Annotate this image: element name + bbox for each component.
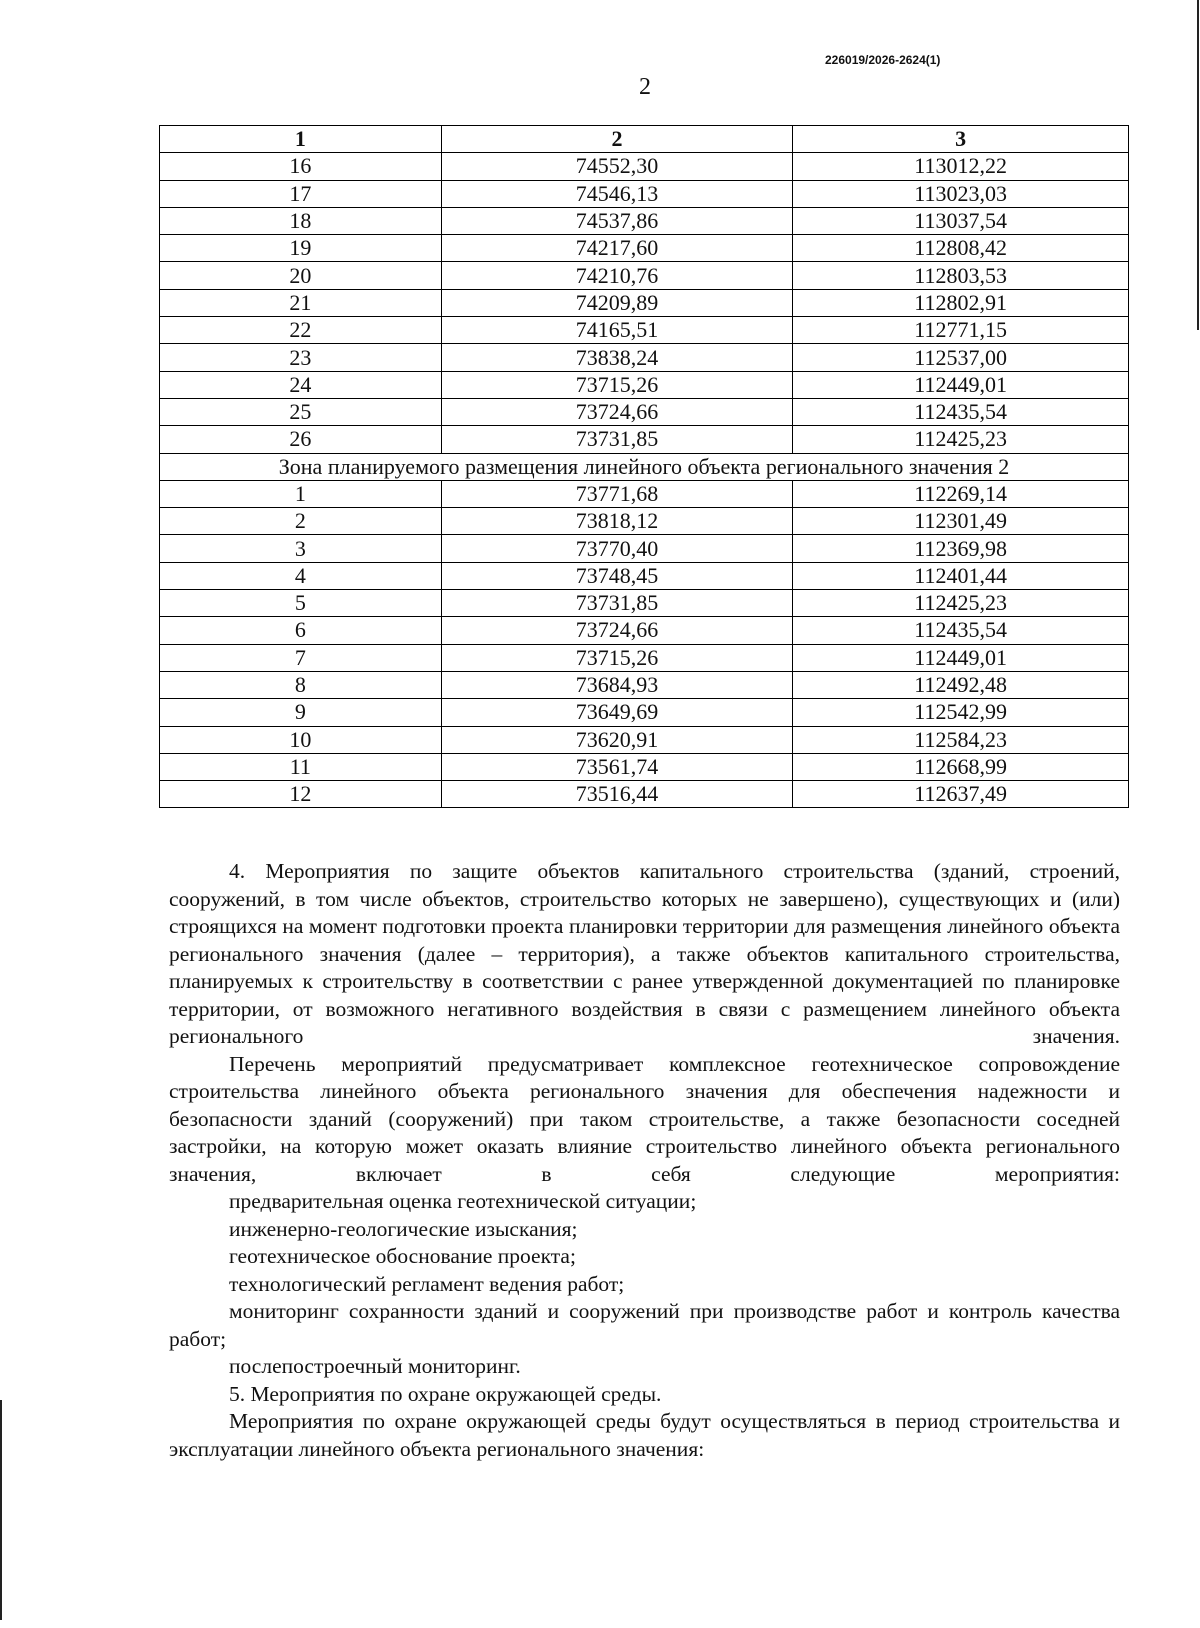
table-cell: 9 (160, 699, 442, 726)
table-cell: 73770,40 (441, 535, 793, 562)
table-row (160, 207, 1129, 234)
table-cell: 73731,85 (441, 426, 793, 453)
table-cell: 73715,26 (441, 371, 793, 398)
table-cell: 74209,89 (441, 289, 793, 316)
body-text (169, 858, 1120, 1463)
table-cell: 11 (160, 753, 442, 780)
table-cell: 112637,49 (793, 781, 1129, 808)
scan-edge-mark (1197, 0, 1199, 330)
table-cell: 112425,23 (793, 426, 1129, 453)
table-cell: 6 (160, 617, 442, 644)
header-cell: 1 (160, 126, 442, 153)
table-cell: 112802,91 (793, 289, 1129, 316)
table-cell: 74546,13 (441, 180, 793, 207)
table-header-row (160, 126, 1129, 153)
table-row (160, 753, 1129, 780)
table-cell: 73818,12 (441, 508, 793, 535)
table-cell: 73771,68 (441, 480, 793, 507)
table-cell: 22 (160, 317, 442, 344)
zone2-rows (160, 480, 1129, 808)
table-row (160, 426, 1129, 453)
table-row (160, 398, 1129, 425)
table-cell: 74552,30 (441, 153, 793, 180)
table-cell: 112449,01 (793, 371, 1129, 398)
table-cell: 112542,99 (793, 699, 1129, 726)
table-cell: 113012,22 (793, 153, 1129, 180)
list-item-monitoring: мониторинг сохранности зданий и сооружений при производстве работ и контроль качества работ; (169, 1299, 1120, 1351)
table-cell: 112369,98 (793, 535, 1129, 562)
list-item-post: послепостроечный мониторинг. (229, 1354, 521, 1378)
table-cell: 73724,66 (441, 617, 793, 644)
table-cell: 19 (160, 235, 442, 262)
table-cell: 112435,54 (793, 617, 1129, 644)
table-cell: 24 (160, 371, 442, 398)
table-cell: 73838,24 (441, 344, 793, 371)
table-cell: 112803,53 (793, 262, 1129, 289)
table-cell: 73649,69 (441, 699, 793, 726)
table-cell: 4 (160, 562, 442, 589)
paragraph-5: Мероприятия по охране окружающей среды будут осуществляться в период строительства и эксплуатации линейного объекта регионального значения: (169, 1409, 1120, 1461)
table-row (160, 289, 1129, 316)
table-row (160, 644, 1129, 671)
table-row (160, 371, 1129, 398)
page-number: 2 (639, 74, 651, 100)
section-5-title: 5. Мероприятия по охране окружающей среды. (229, 1381, 662, 1406)
list-item: геотехническое обоснование проекта; (229, 1244, 576, 1268)
table-cell: 73724,66 (441, 398, 793, 425)
table-row (160, 508, 1129, 535)
table-cell: 5 (160, 590, 442, 617)
paragraph-4: 4. Мероприятия по защите объектов капитального строительства (зданий, строений, сооружений, в том числе объектов, строительство которых не завершено), существующих и (или) строящихся на момент подготовки проекта планировки территории для размещения линейного объекта регионального значения (далее – территория), а также объектов капитального строительства, планируемых к строительству в соответствии с ранее утвержденной документацией по планировке территории, от возможного негативного воздействия в связи с размещением линейного объекта регионального значения. (169, 859, 1120, 1048)
table-cell: 26 (160, 426, 442, 453)
table-cell: 73516,44 (441, 781, 793, 808)
table-cell: 7 (160, 644, 442, 671)
table-row (160, 699, 1129, 726)
table-cell: 112401,44 (793, 562, 1129, 589)
table-cell: 73715,26 (441, 644, 793, 671)
table-cell: 73620,91 (441, 726, 793, 753)
table-cell: 112269,14 (793, 480, 1129, 507)
table-cell: 112771,15 (793, 317, 1129, 344)
table-row (160, 235, 1129, 262)
table-cell: 20 (160, 262, 442, 289)
table-row (160, 562, 1129, 589)
list-item: инженерно-геологические изыскания; (229, 1216, 578, 1241)
list-item: предварительная оценка геотехнической ситуации; (229, 1189, 697, 1213)
table-cell: 112449,01 (793, 644, 1129, 671)
table-row (160, 480, 1129, 507)
document-id: 226019/2026-2624(1) (825, 53, 941, 67)
table-row (160, 153, 1129, 180)
table-cell: 10 (160, 726, 442, 753)
table-cell: 112425,23 (793, 590, 1129, 617)
table-cell: 113037,54 (793, 207, 1129, 234)
header-cell: 2 (441, 126, 793, 153)
header-cell: 3 (793, 126, 1129, 153)
table-cell: 73731,85 (441, 590, 793, 617)
table-row (160, 262, 1129, 289)
table-cell: 112808,42 (793, 235, 1129, 262)
zone2-title: Зона планируемого размещения линейного объекта регионального значения 2 (160, 453, 1129, 480)
table-row (160, 726, 1129, 753)
table-cell: 112537,00 (793, 344, 1129, 371)
table-cell: 25 (160, 398, 442, 425)
table-cell: 17 (160, 180, 442, 207)
table-cell: 74165,51 (441, 317, 793, 344)
table-cell: 23 (160, 344, 442, 371)
list-item: технологический регламент ведения работ; (229, 1271, 625, 1296)
table-cell: 73748,45 (441, 562, 793, 589)
table-cell: 16 (160, 153, 442, 180)
table-row (160, 180, 1129, 207)
zone1-rows (160, 153, 1129, 453)
table-cell: 12 (160, 781, 442, 808)
table-cell: 74537,86 (441, 207, 793, 234)
table-row (160, 781, 1129, 808)
table-cell: 1 (160, 480, 442, 507)
paragraph-list-intro: Перечень мероприятий предусматривает комплексное геотехническое сопровождение строительства линейного объекта регионального значения для обеспечения надежности и безопасности зданий (сооружений) при таком строительстве, а также безопасности соседней застройки, на которую может оказать влияние строительство линейного объекта регионального значения, включает в себя следующие мероприятия: (169, 1051, 1120, 1186)
table-cell: 112668,99 (793, 753, 1129, 780)
table-cell: 8 (160, 671, 442, 698)
table-cell: 3 (160, 535, 442, 562)
table-row (160, 344, 1129, 371)
table-cell: 74210,76 (441, 262, 793, 289)
scan-edge-mark (0, 1400, 2, 1620)
table-cell: 73561,74 (441, 753, 793, 780)
zone2-title-section (160, 453, 1129, 480)
table-cell: 112584,23 (793, 726, 1129, 753)
table-cell: 112435,54 (793, 398, 1129, 425)
table-cell: 18 (160, 207, 442, 234)
table-row (160, 535, 1129, 562)
table-row (160, 617, 1129, 644)
table-row (160, 317, 1129, 344)
table-row (160, 590, 1129, 617)
table-cell: 112492,48 (793, 671, 1129, 698)
zone2-title-row (160, 453, 1129, 480)
table-row (160, 671, 1129, 698)
table-cell: 74217,60 (441, 235, 793, 262)
table-cell: 113023,03 (793, 180, 1129, 207)
table-cell: 21 (160, 289, 442, 316)
table-cell: 2 (160, 508, 442, 535)
table-cell: 112301,49 (793, 508, 1129, 535)
table-cell: 73684,93 (441, 671, 793, 698)
coordinates-table (159, 125, 1129, 808)
